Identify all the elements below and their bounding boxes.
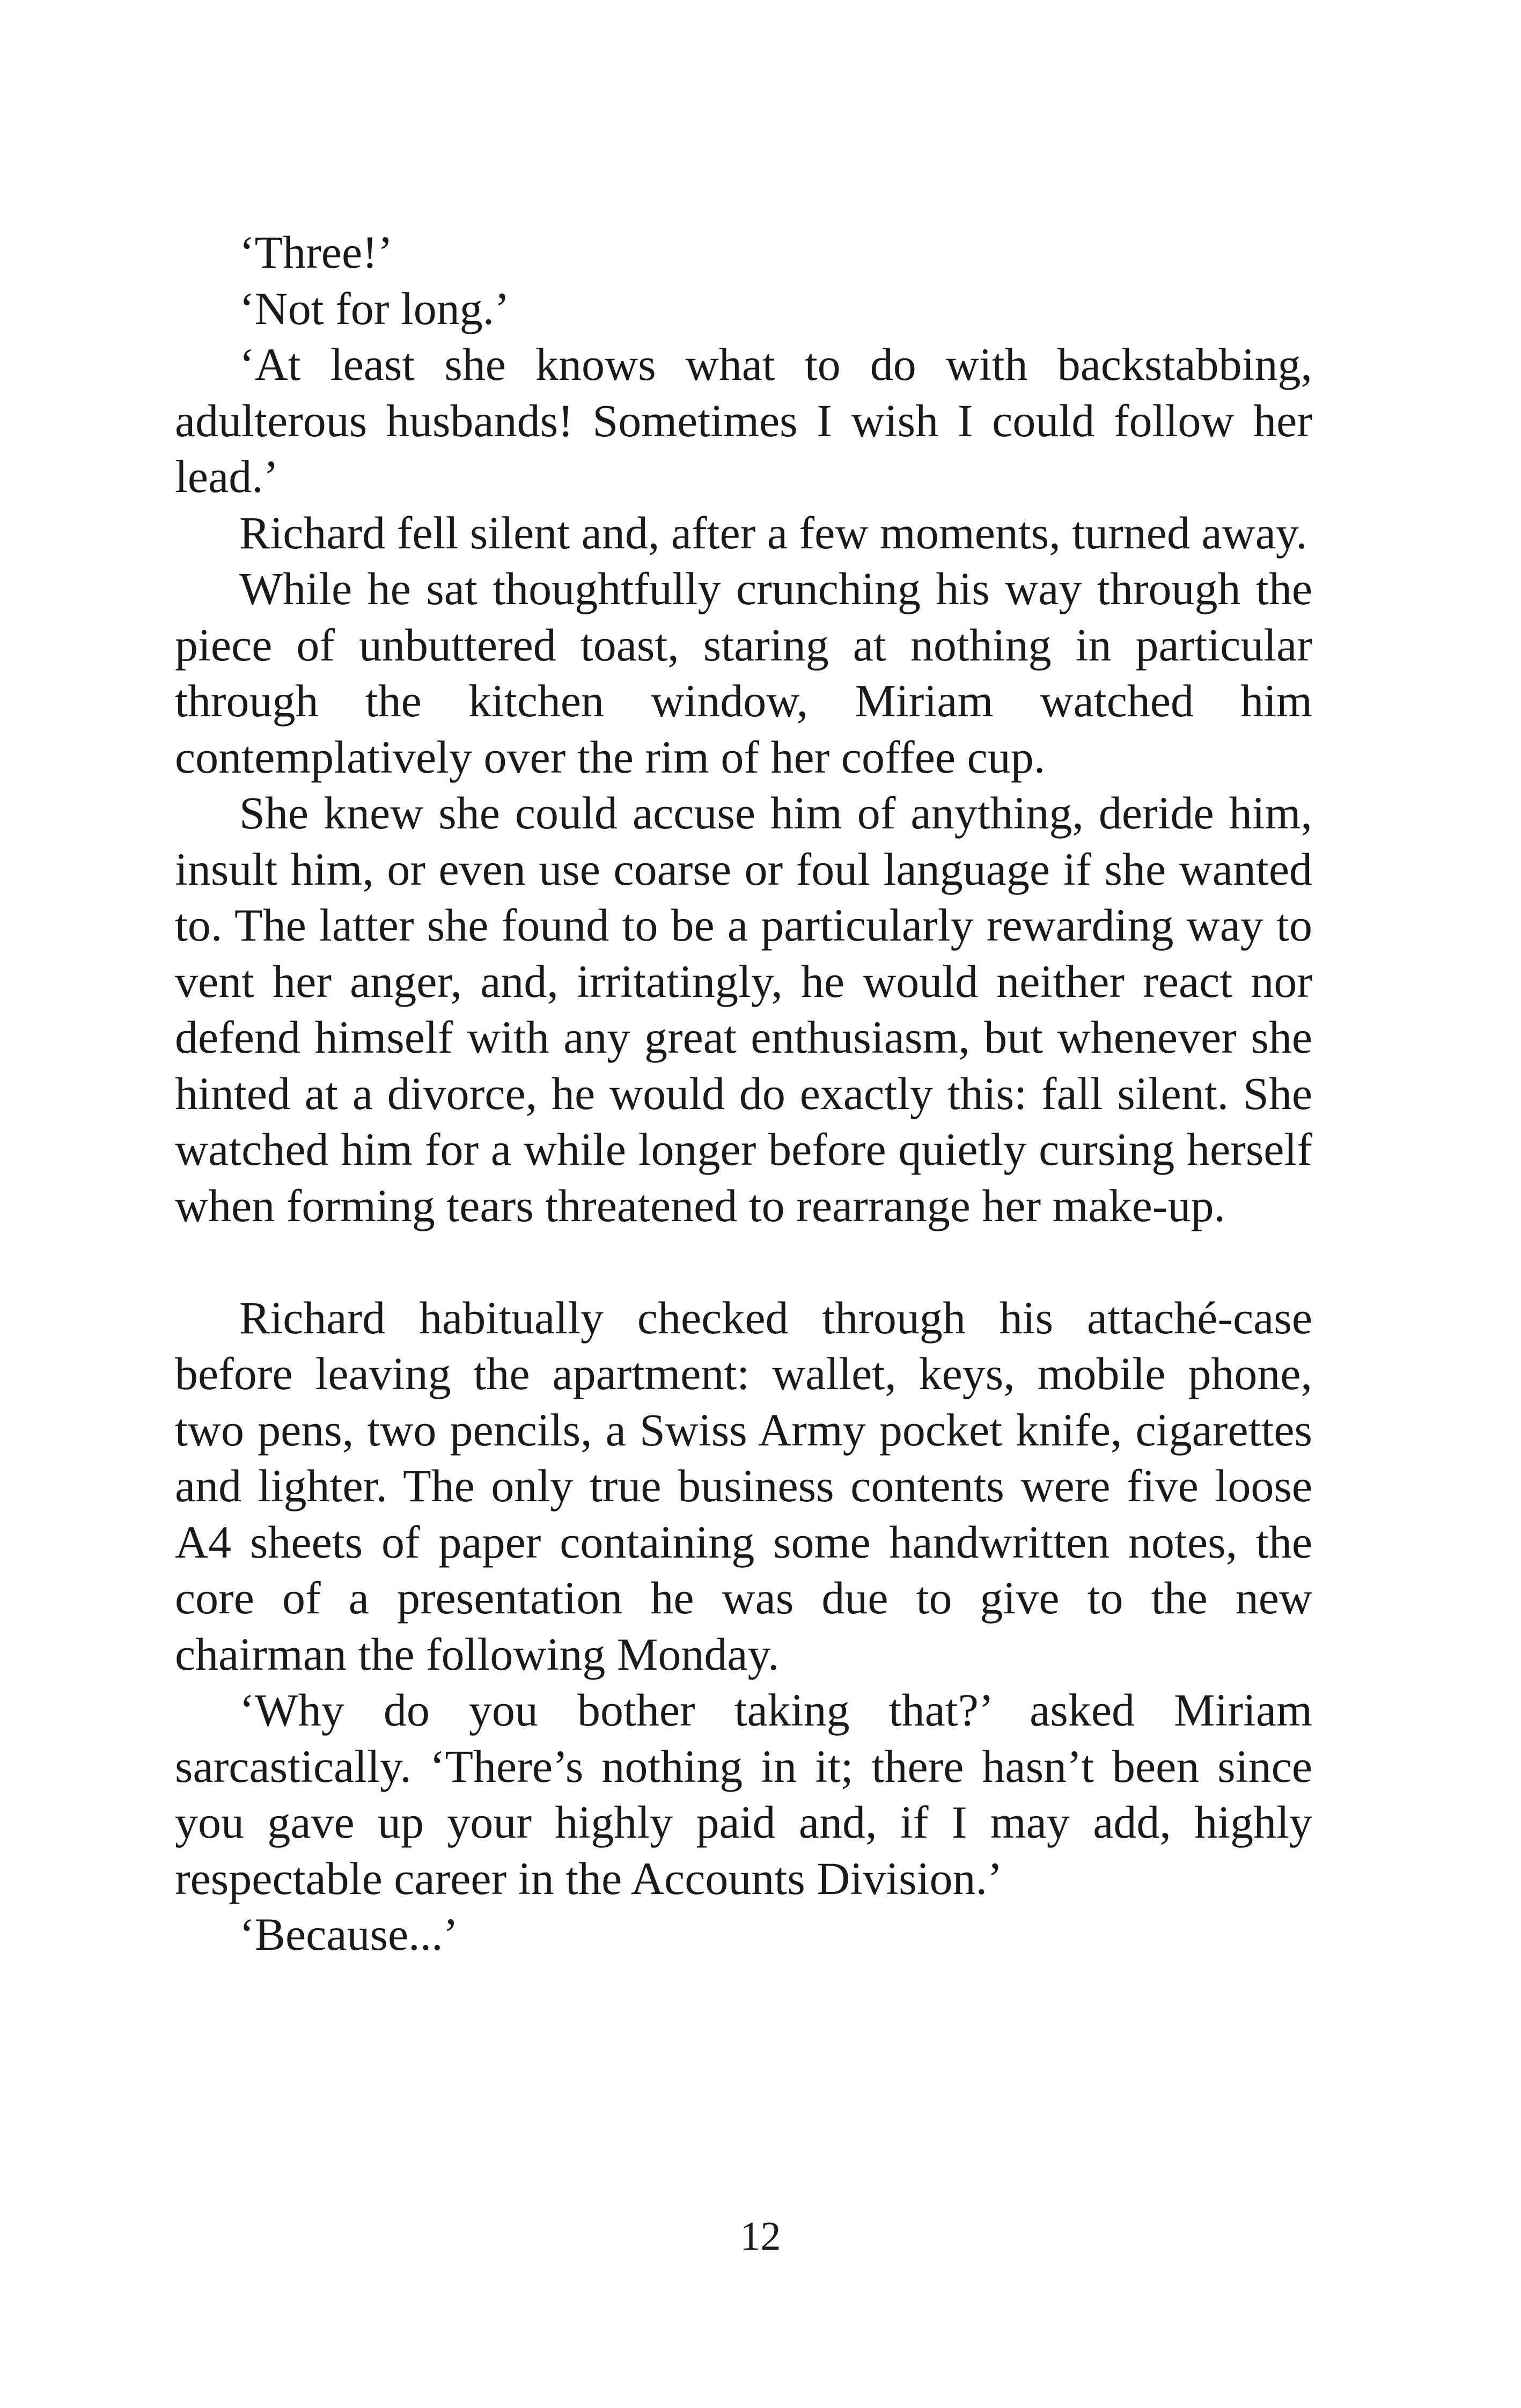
paragraph-toast: While he sat thoughtfully crunching his way through the piece of unbuttered toast, staring at nothing in particular through the kitchen window, Miriam watched him contemplatively over the rim of her coffee cup. [175, 563, 1312, 783]
paragraph-attache-case: Richard habitually checked through his attaché-case before leaving the apartment: wallet, keys, mobile phone, two pens, two pencils, a Swiss Army pocket knife, cigarettes and lighter. The only true business contents were five loose A4 sheets of paper containing some handwritten notes, the core of a presentation he was due to give to the new chairman the following Monday. [175, 1291, 1312, 1680]
paragraph-richard-fell-silent: Richard fell silent and, after a few moments, turned away. [239, 506, 1307, 559]
paragraph-dialogue-not-for-long: ‘Not for long.’ [239, 282, 510, 334]
paragraph-she-knew: She knew she could accuse him of anything, deride him, insult him, or even use coarse or foul language if she wanted to. The latter she found to be a particularly rewarding way to vent her anger, and, irritatingly, he would neither react nor defend himself with any great enthusiasm, but whenever she hinted at a divorce, he would do exactly this: fall silent. She watched him for a while longer before quietly cursing herself when forming tears threatened to rearrange her make-up. [175, 787, 1312, 1231]
paragraph-dialogue-backstabbing: ‘At least she knows what to do with backstabbing, adulterous husbands! Sometimes I wish I could follow her lead.’ [175, 339, 1312, 502]
section-break [175, 1234, 1312, 1290]
paragraph-because: ‘Because...’ [239, 1908, 459, 1960]
paragraph-why-do-you-bother: ‘Why do you bother taking that?’ asked Miriam sarcastically. ‘There’s nothing in it; there hasn’t been since you gave up your highly paid and, if I may add, highly respectable career in the Accounts Division.’ [175, 1684, 1312, 1904]
page-number: 12 [740, 2214, 781, 2259]
paragraph-dialogue-three: ‘Three!’ [239, 226, 393, 278]
body-text [175, 224, 1312, 1963]
